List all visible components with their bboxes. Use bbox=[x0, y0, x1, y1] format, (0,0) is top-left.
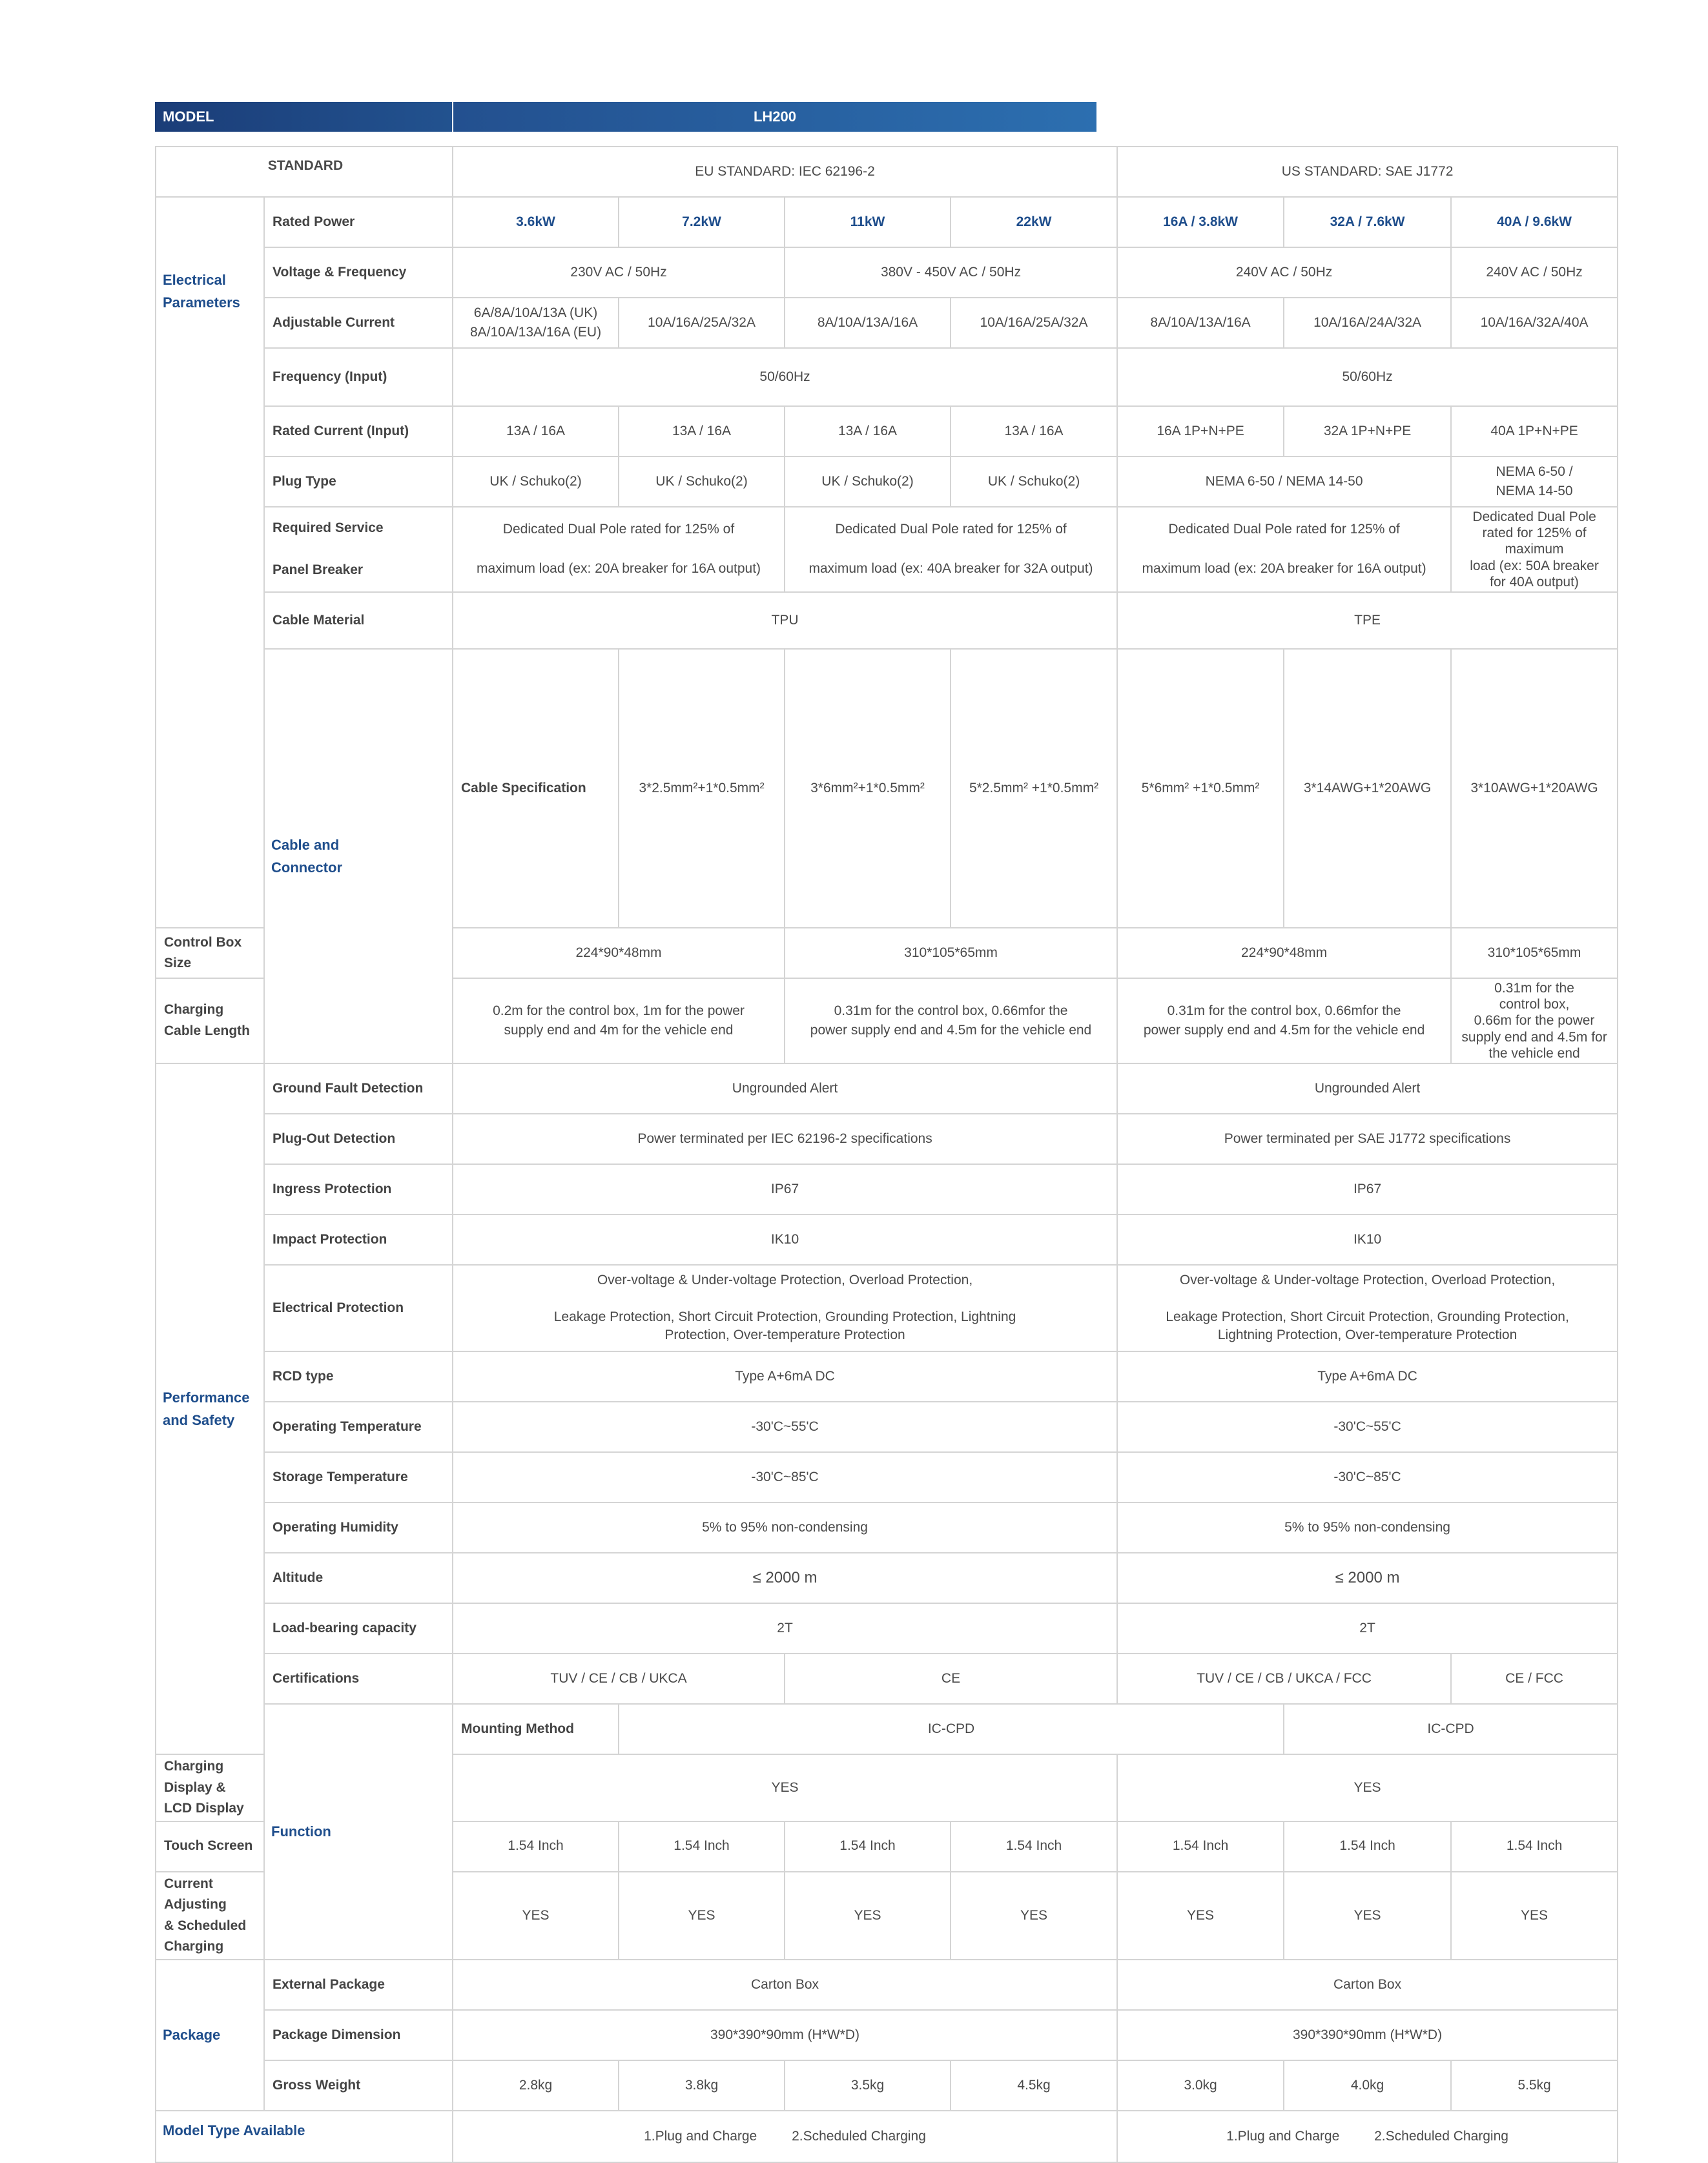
rated-current-value: 13A / 16A bbox=[619, 406, 785, 456]
touch-screen-value: 1.54 Inch bbox=[1117, 1821, 1284, 1872]
adjustable-current-value: 10A/16A/25A/32A bbox=[619, 298, 785, 348]
rcd-row bbox=[156, 1351, 1618, 1402]
touch-screen-label: Touch Screen bbox=[156, 1821, 264, 1872]
package-dimension-row bbox=[156, 2010, 1618, 2060]
touch-screen-value: 1.54 Inch bbox=[453, 1821, 619, 1872]
external-package-value: Carton Box bbox=[453, 1960, 1117, 2010]
plug-type-row bbox=[156, 456, 1618, 507]
required-service-label: Required Service Panel Breaker bbox=[264, 507, 453, 592]
cable-material-row bbox=[156, 592, 1618, 649]
gross-weight-value: 5.5kg bbox=[1451, 2060, 1618, 2111]
plug-out-value: Power terminated per SAE J1772 specifications bbox=[1117, 1114, 1618, 1164]
rated-current-row bbox=[156, 406, 1618, 456]
model-type-label: Model Type Available bbox=[156, 2111, 453, 2162]
ground-fault-row bbox=[156, 1063, 1618, 1114]
impact-row bbox=[156, 1215, 1618, 1265]
standard-eu: EU STANDARD: IEC 62196-2 bbox=[453, 147, 1117, 197]
section-performance: Performance and Safety bbox=[156, 1063, 264, 1754]
cable-spec-value: 3*6mm²+1*0.5mm² bbox=[785, 649, 951, 928]
section-function: Function bbox=[264, 1704, 453, 1960]
humidity-label: Operating Humidity bbox=[264, 1502, 453, 1553]
plug-out-row bbox=[156, 1114, 1618, 1164]
plug-type-label: Plug Type bbox=[264, 456, 453, 507]
touch-screen-value: 1.54 Inch bbox=[619, 1821, 785, 1872]
current-adjusting-value: YES bbox=[1451, 1872, 1618, 1960]
certifications-value: TUV / CE / CB / UKCA bbox=[453, 1654, 785, 1704]
rated-power-value: 11kW bbox=[785, 197, 951, 247]
required-service-value: Dedicated Dual Pole rated for 125% of maximum load (ex: 20A breaker for 16A output) bbox=[453, 507, 785, 592]
required-service-row bbox=[156, 507, 1618, 592]
plug-type-value: UK / Schuko(2) bbox=[951, 456, 1117, 507]
plug-type-value: NEMA 6-50 / NEMA 14-50 bbox=[1117, 456, 1451, 507]
adjustable-current-value: 10A/16A/24A/32A bbox=[1284, 298, 1451, 348]
plug-type-value: UK / Schuko(2) bbox=[619, 456, 785, 507]
rated-power-label: Rated Power bbox=[264, 197, 453, 247]
altitude-value: ≤ 2000 m bbox=[453, 1553, 1117, 1603]
voltage-value: 240V AC / 50Hz bbox=[1451, 247, 1618, 298]
storage-temp-value: -30'C~85'C bbox=[1117, 1452, 1618, 1502]
current-adjusting-label: Current Adjusting & Scheduled Charging bbox=[156, 1872, 264, 1960]
voltage-value: 230V AC / 50Hz bbox=[453, 247, 785, 298]
plug-out-label: Plug-Out Detection bbox=[264, 1114, 453, 1164]
voltage-value: 240V AC / 50Hz bbox=[1117, 247, 1451, 298]
rated-power-value: 22kW bbox=[951, 197, 1117, 247]
plug-out-value: Power terminated per IEC 62196-2 specifications bbox=[453, 1114, 1117, 1164]
control-box-value: 310*105*65mm bbox=[1451, 928, 1618, 978]
altitude-label: Altitude bbox=[264, 1553, 453, 1603]
adjustable-current-value: 10A/16A/25A/32A bbox=[951, 298, 1117, 348]
cable-material-value: TPU bbox=[453, 592, 1117, 649]
current-adjusting-value: YES bbox=[619, 1872, 785, 1960]
voltage-row bbox=[156, 247, 1618, 298]
operating-temp-value: -30'C~55'C bbox=[453, 1402, 1117, 1452]
touch-screen-value: 1.54 Inch bbox=[1451, 1821, 1618, 1872]
external-package-value: Carton Box bbox=[1117, 1960, 1618, 2010]
model-header-bar bbox=[155, 102, 1096, 132]
storage-temp-label: Storage Temperature bbox=[264, 1452, 453, 1502]
cable-spec-value: 3*10AWG+1*20AWG bbox=[1451, 649, 1618, 928]
control-box-value: 224*90*48mm bbox=[1117, 928, 1451, 978]
model-type-option: 1.Plug and Charge bbox=[1226, 2128, 1340, 2144]
section-package: Package bbox=[156, 1960, 264, 2111]
model-type-option: 1.Plug and Charge bbox=[644, 2128, 757, 2144]
model-type-option: 2.Scheduled Charging bbox=[1374, 2128, 1508, 2144]
charging-display-value: YES bbox=[1117, 1754, 1618, 1821]
mounting-value: IC-CPD bbox=[619, 1704, 1284, 1754]
package-dimension-value: 390*390*90mm (H*W*D) bbox=[1117, 2010, 1618, 2060]
load-bearing-label: Load-bearing capacity bbox=[264, 1603, 453, 1654]
ground-fault-value: Ungrounded Alert bbox=[453, 1063, 1117, 1114]
touch-screen-value: 1.54 Inch bbox=[785, 1821, 951, 1872]
ingress-row bbox=[156, 1164, 1618, 1215]
charging-display-label: Charging Display & LCD Display bbox=[156, 1754, 264, 1821]
external-package-row bbox=[156, 1960, 1618, 2010]
load-bearing-value: 2T bbox=[1117, 1603, 1618, 1654]
section-cable: Cable and Connector bbox=[264, 649, 453, 1063]
charging-display-value: YES bbox=[453, 1754, 1117, 1821]
rated-current-value: 13A / 16A bbox=[785, 406, 951, 456]
rated-power-row bbox=[156, 197, 1618, 247]
cable-length-value: 0.31m for the control box, 0.66m for the power supply end and 4.5m for the vehicle end bbox=[1451, 978, 1618, 1063]
certifications-value: CE / FCC bbox=[1451, 1654, 1618, 1704]
rated-power-value: 7.2kW bbox=[619, 197, 785, 247]
rated-current-value: 16A 1P+N+PE bbox=[1117, 406, 1284, 456]
humidity-value: 5% to 95% non-condensing bbox=[453, 1502, 1117, 1553]
rated-current-value: 13A / 16A bbox=[951, 406, 1117, 456]
touch-screen-value: 1.54 Inch bbox=[951, 1821, 1117, 1872]
required-service-value: Dedicated Dual Pole rated for 125% of maximum load (ex: 20A breaker for 16A output) bbox=[1117, 507, 1451, 592]
certifications-row bbox=[156, 1654, 1618, 1704]
load-bearing-row bbox=[156, 1603, 1618, 1654]
electrical-protection-row bbox=[156, 1265, 1618, 1351]
cable-material-value: TPE bbox=[1117, 592, 1618, 649]
plug-type-value: UK / Schuko(2) bbox=[453, 456, 619, 507]
model-type-us bbox=[1117, 2111, 1618, 2162]
operating-temp-row bbox=[156, 1402, 1618, 1452]
model-header-label: MODEL bbox=[155, 102, 452, 132]
cable-length-value: 0.31m for the control box, 0.66mfor the power supply end and 4.5m for the vehicle end bbox=[785, 978, 1117, 1063]
external-package-label: External Package bbox=[264, 1960, 453, 2010]
altitude-row bbox=[156, 1553, 1618, 1603]
electrical-protection-value: Over-voltage & Under-voltage Protection, Overload Protection, Leakage Protection, Short Circuit Protection, Grounding Protection, Lightning Protection, Over-temperature Protection bbox=[453, 1265, 1117, 1351]
spec-table bbox=[155, 146, 1618, 2163]
storage-temp-value: -30'C~85'C bbox=[453, 1452, 1117, 1502]
impact-value: IK10 bbox=[1117, 1215, 1618, 1265]
voltage-value: 380V - 450V AC / 50Hz bbox=[785, 247, 1117, 298]
gross-weight-value: 3.0kg bbox=[1117, 2060, 1284, 2111]
standard-label: STANDARD bbox=[156, 147, 453, 197]
ground-fault-value: Ungrounded Alert bbox=[1117, 1063, 1618, 1114]
standard-us: US STANDARD: SAE J1772 bbox=[1117, 147, 1618, 197]
certifications-value: CE bbox=[785, 1654, 1117, 1704]
rated-power-value: 32A / 7.6kW bbox=[1284, 197, 1451, 247]
cable-material-label: Cable Material bbox=[264, 592, 453, 649]
required-service-value: Dedicated Dual Pole rated for 125% of maximum load (ex: 40A breaker for 32A output) bbox=[785, 507, 1117, 592]
cable-spec-value: 5*2.5mm² +1*0.5mm² bbox=[951, 649, 1117, 928]
control-box-value: 224*90*48mm bbox=[453, 928, 785, 978]
impact-label: Impact Protection bbox=[264, 1215, 453, 1265]
gross-weight-value: 4.5kg bbox=[951, 2060, 1117, 2111]
required-service-value: Dedicated Dual Pole rated for 125% of maximum load (ex: 50A breaker for 40A output) bbox=[1451, 507, 1618, 592]
operating-temp-value: -30'C~55'C bbox=[1117, 1402, 1618, 1452]
electrical-protection-label: Electrical Protection bbox=[264, 1265, 453, 1351]
gross-weight-label: Gross Weight bbox=[264, 2060, 453, 2111]
adjustable-current-value: 8A/10A/13A/16A bbox=[1117, 298, 1284, 348]
model-type-eu bbox=[453, 2111, 1117, 2162]
adjustable-current-value: 6A/8A/10A/13A (UK) 8A/10A/13A/16A (EU) bbox=[453, 298, 619, 348]
adjustable-current-label: Adjustable Current bbox=[264, 298, 453, 348]
cable-spec-label: Cable Specification bbox=[453, 649, 619, 928]
current-adjusting-value: YES bbox=[951, 1872, 1117, 1960]
rated-current-value: 13A / 16A bbox=[453, 406, 619, 456]
ground-fault-label: Ground Fault Detection bbox=[264, 1063, 453, 1114]
cable-length-value: 0.31m for the control box, 0.66mfor the power supply end and 4.5m for the vehicle end bbox=[1117, 978, 1451, 1063]
gross-weight-value: 3.8kg bbox=[619, 2060, 785, 2111]
cable-spec-row bbox=[156, 649, 1618, 928]
humidity-row bbox=[156, 1502, 1618, 1553]
mounting-label: Mounting Method bbox=[453, 1704, 619, 1754]
section-electrical: Electrical Parameters bbox=[156, 197, 264, 928]
impact-value: IK10 bbox=[453, 1215, 1117, 1265]
operating-temp-label: Operating Temperature bbox=[264, 1402, 453, 1452]
frequency-input-row bbox=[156, 348, 1618, 406]
adjustable-current-value: 10A/16A/32A/40A bbox=[1451, 298, 1618, 348]
model-header-name: LH200 bbox=[452, 102, 1096, 132]
current-adjusting-value: YES bbox=[1117, 1872, 1284, 1960]
touch-screen-value: 1.54 Inch bbox=[1284, 1821, 1451, 1872]
control-box-label: Control Box Size bbox=[156, 928, 264, 978]
storage-temp-row bbox=[156, 1452, 1618, 1502]
control-box-value: 310*105*65mm bbox=[785, 928, 1117, 978]
frequency-input-label: Frequency (Input) bbox=[264, 348, 453, 406]
rcd-label: RCD type bbox=[264, 1351, 453, 1402]
adjustable-current-value: 8A/10A/13A/16A bbox=[785, 298, 951, 348]
rated-current-value: 40A 1P+N+PE bbox=[1451, 406, 1618, 456]
gross-weight-value: 4.0kg bbox=[1284, 2060, 1451, 2111]
plug-type-value: UK / Schuko(2) bbox=[785, 456, 951, 507]
rcd-value: Type A+6mA DC bbox=[1117, 1351, 1618, 1402]
package-dimension-value: 390*390*90mm (H*W*D) bbox=[453, 2010, 1117, 2060]
frequency-input-value: 50/60Hz bbox=[453, 348, 1117, 406]
ingress-label: Ingress Protection bbox=[264, 1164, 453, 1215]
rated-current-value: 32A 1P+N+PE bbox=[1284, 406, 1451, 456]
model-type-row bbox=[156, 2111, 1618, 2162]
adjustable-current-row bbox=[156, 298, 1618, 348]
altitude-value: ≤ 2000 m bbox=[1117, 1553, 1618, 1603]
ingress-value: IP67 bbox=[1117, 1164, 1618, 1215]
rated-power-value: 40A / 9.6kW bbox=[1451, 197, 1618, 247]
certifications-label: Certifications bbox=[264, 1654, 453, 1704]
standard-row bbox=[156, 147, 1618, 197]
mounting-row bbox=[156, 1704, 1618, 1754]
cable-length-label: Charging Cable Length bbox=[156, 978, 264, 1063]
current-adjusting-value: YES bbox=[453, 1872, 619, 1960]
cable-spec-value: 5*6mm² +1*0.5mm² bbox=[1117, 649, 1284, 928]
electrical-protection-value: Over-voltage & Under-voltage Protection, Overload Protection, Leakage Protection, Short Circuit Protection, Grounding Protection, Lightning Protection, Over-temperature Protection bbox=[1117, 1265, 1618, 1351]
cable-length-value: 0.2m for the control box, 1m for the power supply end and 4m for the vehicle end bbox=[453, 978, 785, 1063]
voltage-label: Voltage & Frequency bbox=[264, 247, 453, 298]
ingress-value: IP67 bbox=[453, 1164, 1117, 1215]
frequency-input-value: 50/60Hz bbox=[1117, 348, 1618, 406]
current-adjusting-value: YES bbox=[1284, 1872, 1451, 1960]
cable-spec-value: 3*2.5mm²+1*0.5mm² bbox=[619, 649, 785, 928]
plug-type-value: NEMA 6-50 / NEMA 14-50 bbox=[1451, 456, 1618, 507]
gross-weight-row bbox=[156, 2060, 1618, 2111]
model-type-option: 2.Scheduled Charging bbox=[792, 2128, 926, 2144]
cable-spec-value: 3*14AWG+1*20AWG bbox=[1284, 649, 1451, 928]
rated-current-label: Rated Current (Input) bbox=[264, 406, 453, 456]
mounting-value: IC-CPD bbox=[1284, 1704, 1618, 1754]
load-bearing-value: 2T bbox=[453, 1603, 1117, 1654]
current-adjusting-value: YES bbox=[785, 1872, 951, 1960]
humidity-value: 5% to 95% non-condensing bbox=[1117, 1502, 1618, 1553]
package-dimension-label: Package Dimension bbox=[264, 2010, 453, 2060]
gross-weight-value: 3.5kg bbox=[785, 2060, 951, 2111]
rated-power-value: 16A / 3.8kW bbox=[1117, 197, 1284, 247]
gross-weight-value: 2.8kg bbox=[453, 2060, 619, 2111]
certifications-value: TUV / CE / CB / UKCA / FCC bbox=[1117, 1654, 1451, 1704]
rcd-value: Type A+6mA DC bbox=[453, 1351, 1117, 1402]
rated-power-value: 3.6kW bbox=[453, 197, 619, 247]
